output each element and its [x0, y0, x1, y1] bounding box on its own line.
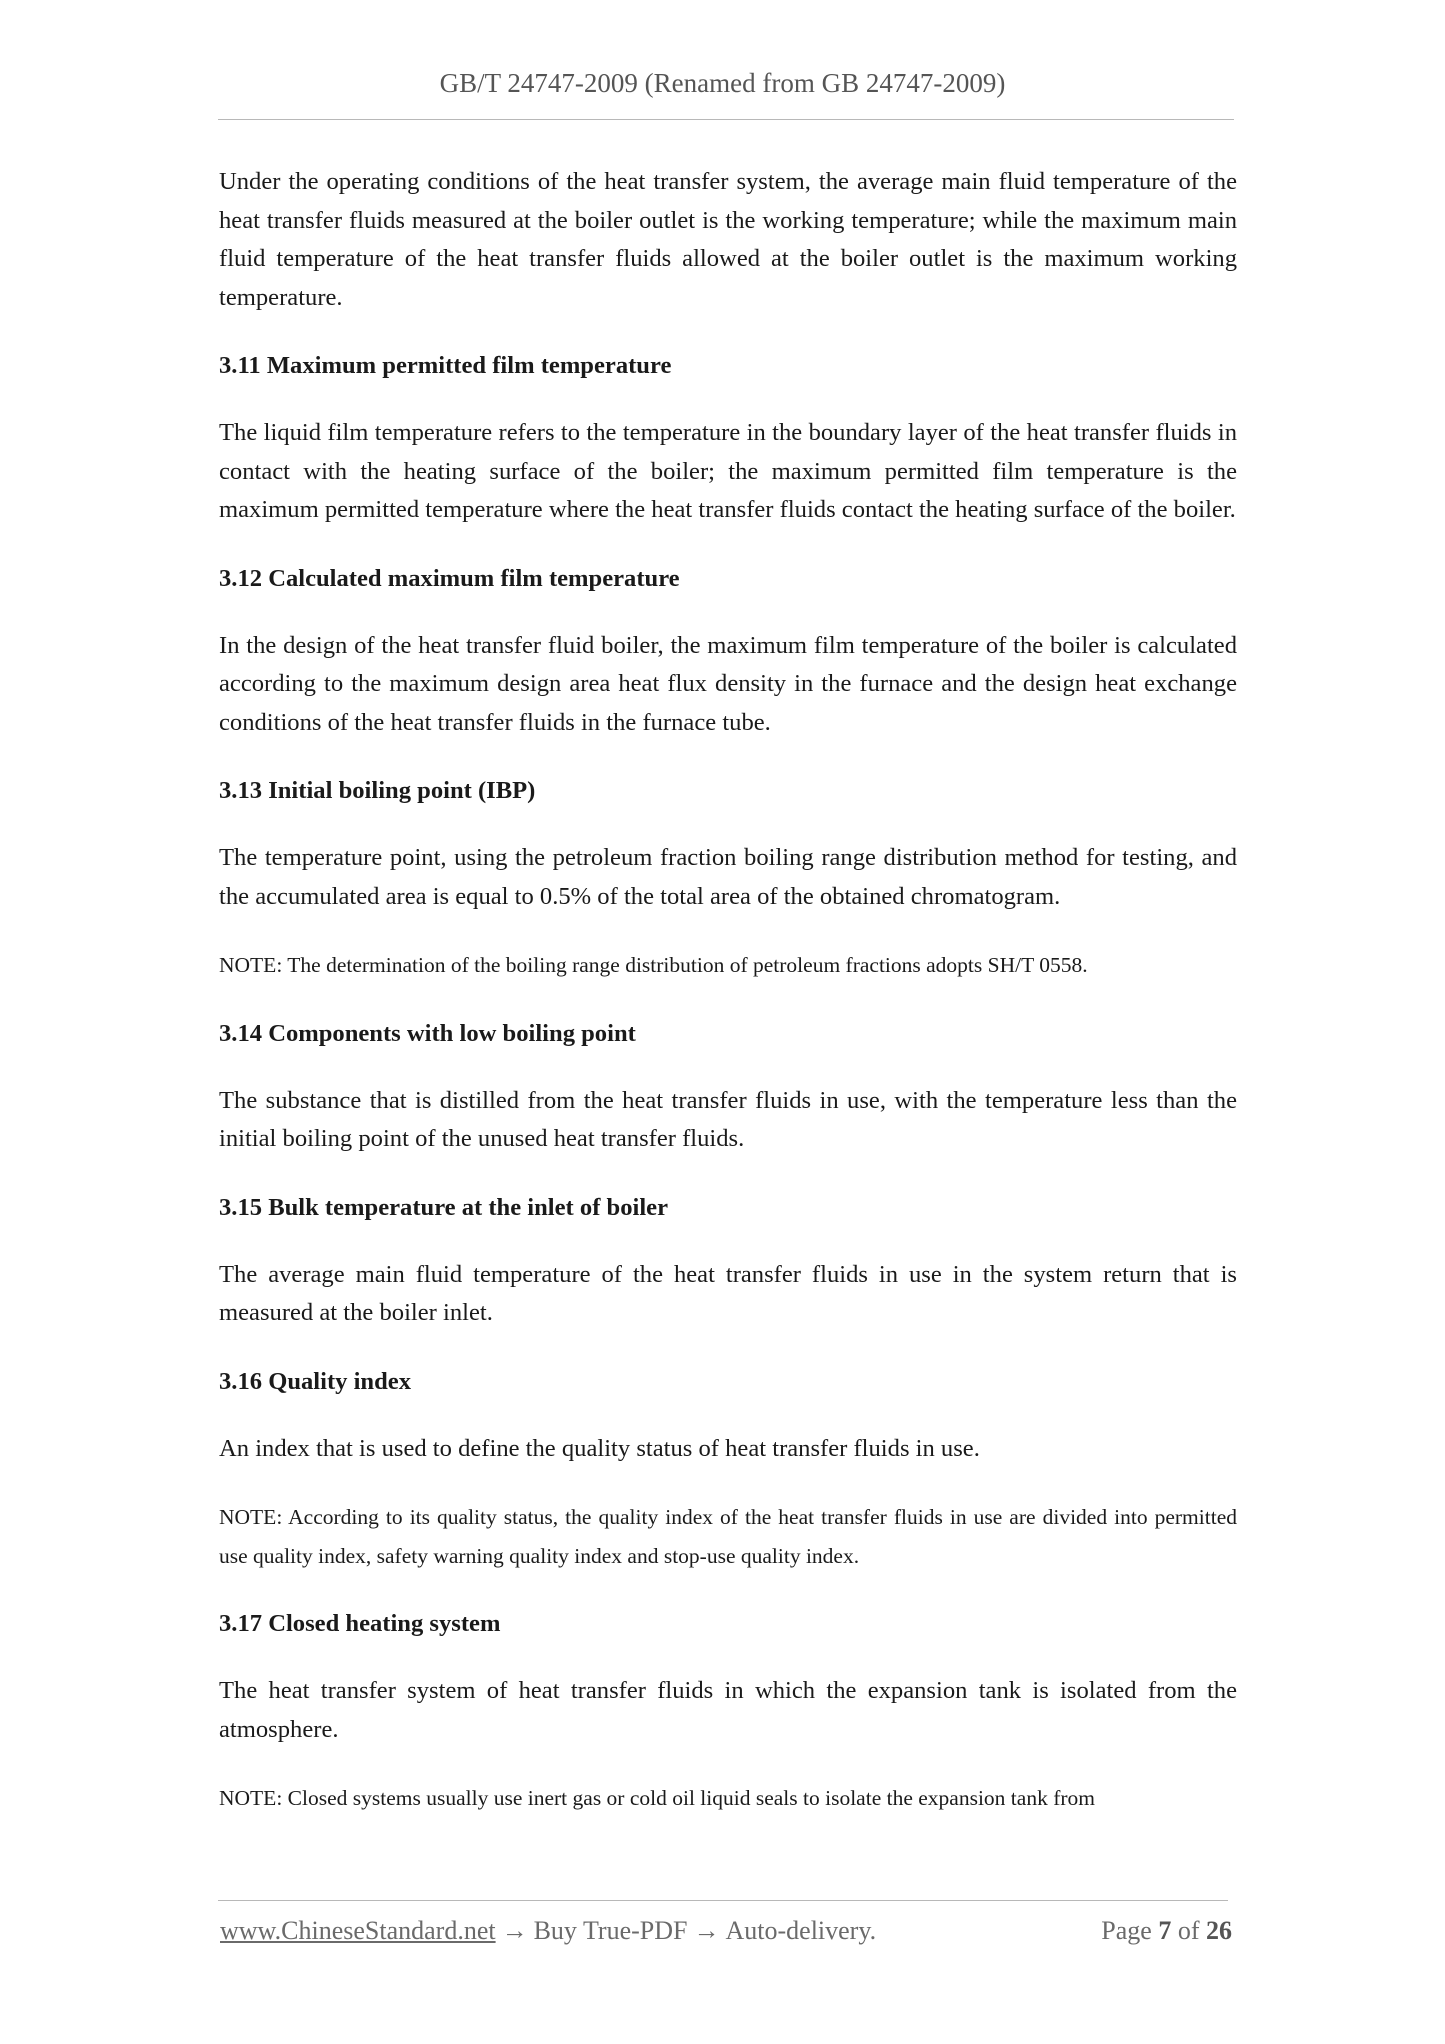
section-3-13-note: NOTE: The determination of the boiling range distribution of petroleum fractions adopts SH/T 0558.	[219, 953, 1088, 977]
page-footer	[220, 1916, 1232, 1956]
page-current: 7	[1158, 1916, 1172, 1945]
section-3-11-heading: 3.11 Maximum permitted film temperature	[219, 352, 672, 379]
section-3-14-body: The substance that is distilled from the heat transfer fluids in use, with the temperature less than the initial boiling point of the unused heat transfer fluids.	[219, 1086, 1237, 1152]
section-3-17-note: NOTE: Closed systems usually use inert gas or cold oil liquid seals to isolate the expansion tank from	[219, 1786, 1095, 1810]
section-3-13-body: The temperature point, using the petroleum fraction boiling range distribution method for testing, and the accumulated area is equal to 0.5% of the total area of the obtained chromatogram.	[219, 844, 1237, 910]
section-3-16-heading: 3.16 Quality index	[219, 1367, 411, 1395]
footer-divider	[218, 1900, 1228, 1901]
section-3-12-body: In the design of the heat transfer fluid boiler, the maximum film temperature of the boiler is calculated according to the maximum design area heat flux density in the furnace and the design heat exchange conditions of the heat transfer fluids in the furnace tube.	[219, 631, 1237, 736]
section-3-14-heading: 3.14 Components with low boiling point	[219, 1019, 636, 1047]
header-divider	[218, 119, 1234, 120]
auto-delivery-text: Auto-delivery.	[725, 1916, 877, 1945]
section-3-16-body: An index that is used to define the quality status of heat transfer fluids in use.	[219, 1434, 980, 1462]
section-3-10-body: Under the operating conditions of the heat transfer system, the average main fluid temperature of the heat transfer fluids measured at the boiler outlet is the working temperature; while the maximum main fluid temperature of the heat transfer fluids allowed at the boiler outlet is the maximum working temperature.	[219, 168, 1237, 311]
document-body	[219, 163, 1237, 1818]
page-header-title: GB/T 24747-2009 (Renamed from GB 24747-2009)	[439, 68, 1006, 98]
section-3-16-note: NOTE: According to its quality status, the quality index of the heat transfer fluids in use are divided into permitted use quality index, safety warning quality index and stop-use quality index.	[219, 1505, 1237, 1568]
section-3-15-heading: 3.15 Bulk temperature at the inlet of boiler	[219, 1193, 669, 1221]
section-3-17-heading: 3.17 Closed heating system	[219, 1610, 501, 1637]
page-total: 26	[1206, 1916, 1232, 1945]
section-3-17-body: The heat transfer system of heat transfer fluids in which the expansion tank is isolated from the atmosphere.	[219, 1677, 1237, 1743]
website-link[interactable]: www.ChineseStandard.net	[220, 1916, 496, 1945]
footer-promo	[220, 1916, 876, 1946]
page-label: Page	[1101, 1916, 1152, 1945]
section-3-11-body: The liquid film temperature refers to the temperature in the boundary layer of the heat transfer fluids in contact with the heating surface of the boiler; the maximum permitted film temperature is the maximum permitted temperature where the heat transfer fluids contact the heating surface of the boiler.	[219, 419, 1237, 523]
page-number	[1101, 1916, 1232, 1946]
arrow-right-icon: →	[501, 1916, 528, 1945]
arrow-right-icon: →	[693, 1916, 720, 1945]
buy-true-pdf-text: Buy True-PDF	[533, 1916, 688, 1945]
section-3-13-heading: 3.13 Initial boiling point (IBP)	[219, 777, 536, 804]
page-of-label: of	[1177, 1916, 1200, 1945]
section-3-15-body: The average main fluid temperature of the heat transfer fluids in use in the system return that is measured at the boiler inlet.	[219, 1260, 1237, 1326]
section-3-12-heading: 3.12 Calculated maximum film temperature	[219, 564, 680, 592]
